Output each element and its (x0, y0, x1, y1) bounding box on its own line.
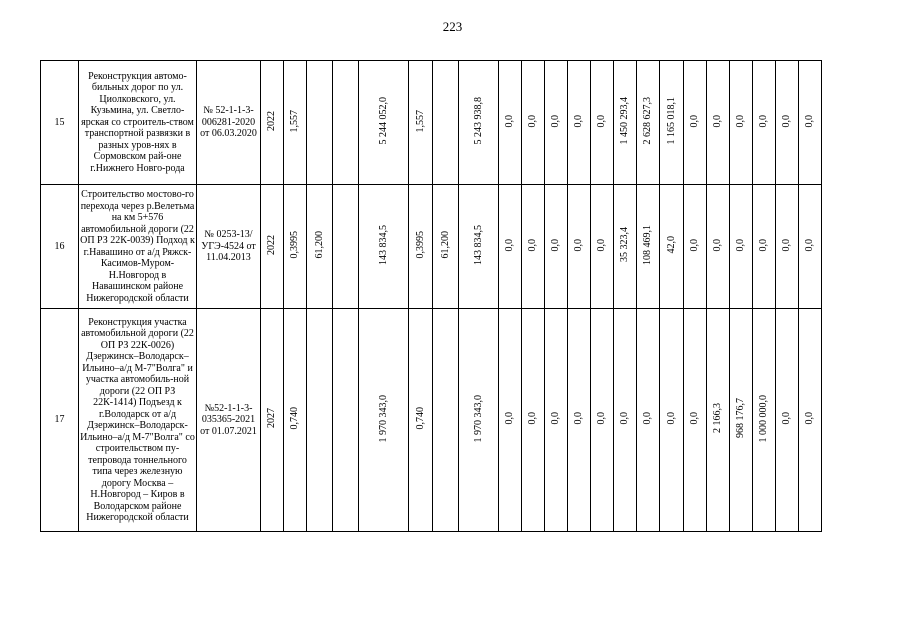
value-cell (660, 61, 684, 185)
cell-value: 0,0 (665, 412, 677, 425)
value-cell (591, 309, 614, 532)
cell-value: 0,0 (804, 412, 816, 425)
cell-value: 0,0 (550, 114, 562, 127)
value-cell (684, 309, 707, 532)
value-cell (459, 185, 499, 309)
cell-value: 0,3995 (289, 231, 301, 259)
data-table (40, 60, 822, 532)
value-cell (545, 185, 568, 309)
object-name: Строительство мостово-го перехода через р.Велетьма на км 5+576 автомобильной дороги (22 ОП РЗ 22К-0039) Подход к г.Навашино от а/д Ряжск-Касимов-Муром-Н.Новгород в Навашинском районе Нижегородской области (79, 185, 197, 309)
cell-value: 0,0 (550, 412, 562, 425)
value-cell (591, 61, 614, 185)
value-cell (433, 185, 459, 309)
value-cell (261, 309, 284, 532)
cell-value: 2 628 627,3 (642, 97, 654, 145)
cell-value: 0,0 (758, 114, 770, 127)
cell-value: 0,0 (781, 412, 793, 425)
cell-value: 0,0 (527, 114, 539, 127)
value-cell (637, 61, 660, 185)
row-number: 16 (41, 185, 79, 309)
value-cell (730, 61, 753, 185)
cell-value: 0,0 (573, 412, 585, 425)
value-cell (261, 61, 284, 185)
value-cell (660, 309, 684, 532)
value-cell (333, 185, 359, 309)
row-number: 17 (41, 309, 79, 532)
cell-value: 0,0 (596, 114, 608, 127)
value-cell (433, 309, 459, 532)
value-cell (753, 61, 776, 185)
cell-value: 5 244 052,0 (377, 97, 389, 145)
page-number: 223 (442, 19, 463, 34)
value-cell (459, 309, 499, 532)
cell-value: 2022 (266, 234, 278, 255)
value-cell (333, 309, 359, 532)
row-number: 15 (41, 61, 79, 185)
cell-value: 0,0 (804, 114, 816, 127)
cell-value: 1 970 343,0 (377, 394, 389, 442)
value-cell (499, 61, 522, 185)
value-cell (799, 185, 822, 309)
value-cell (684, 185, 707, 309)
value-cell (409, 61, 433, 185)
cell-value: 61,200 (439, 231, 451, 259)
value-cell (707, 185, 730, 309)
cell-value: 0,3995 (414, 231, 426, 259)
cell-value: 1 000 000,0 (758, 394, 770, 442)
cell-value: 0,740 (289, 407, 301, 430)
cell-value: 0,0 (619, 412, 631, 425)
value-cell (409, 309, 433, 532)
value-cell (545, 61, 568, 185)
cell-value: 1,557 (289, 109, 301, 132)
cell-value: 2 166,3 (712, 403, 724, 434)
value-cell (799, 61, 822, 185)
cell-value: 0,0 (596, 412, 608, 425)
cell-value: 0,0 (550, 238, 562, 251)
value-cell (730, 185, 753, 309)
value-cell (776, 61, 799, 185)
value-cell (307, 185, 333, 309)
cell-value: 35 323,4 (619, 227, 631, 263)
cell-value: 1,557 (414, 109, 426, 132)
object-name: Реконструкция автомо-бильных дорог по ул. Циолковского, ул. Кузьмина, ул. Светло-ярская со строитель-ством транспортной развязки в разных уров-нях в Сормовском рай-оне г.Нижнего Новго-рода (79, 61, 197, 185)
value-cell (284, 185, 307, 309)
cell-value: 0,0 (504, 238, 516, 251)
value-cell (637, 185, 660, 309)
cell-value: 2022 (266, 110, 278, 131)
cell-value: 0,0 (596, 238, 608, 251)
value-cell (614, 309, 637, 532)
cell-value: 1 450 293,4 (619, 97, 631, 145)
value-cell (684, 61, 707, 185)
value-cell (409, 185, 433, 309)
cell-value: 0,0 (527, 238, 539, 251)
value-cell (799, 309, 822, 532)
table-row (41, 61, 822, 185)
value-cell (568, 61, 591, 185)
value-cell (359, 309, 409, 532)
value-cell (707, 309, 730, 532)
value-cell (307, 309, 333, 532)
object-name: Реконструкция участка автомобильной дороги (22 ОП РЗ 22К-0026) Дзержинск–Володарск–Ильино–а/д М-7"Волга" и участка автомобиль-ной дороги (22 ОП РЗ 22К-1414) Подъезд к г.Володарск от а/д Дзержинск–Володарск-Ильино–а/д М-7"Волга" со строительством пу-тепровода тоннельного типа через железную дорогу Москва – Н.Новгород – Киров в Володарском районе Нижегородской области (79, 309, 197, 532)
cell-value: 5 243 938,8 (472, 97, 484, 145)
expertise-document: №52-1-1-3-035365-2021 от 01.07.2021 (197, 309, 261, 532)
value-cell (591, 185, 614, 309)
cell-value: 61,200 (313, 231, 325, 259)
value-cell (545, 309, 568, 532)
cell-value: 1 970 343,0 (472, 394, 484, 442)
cell-value: 143 834,5 (377, 224, 389, 265)
value-cell (707, 61, 730, 185)
value-cell (522, 185, 545, 309)
cell-value: 0,0 (573, 114, 585, 127)
cell-value: 0,0 (689, 412, 701, 425)
value-cell (359, 61, 409, 185)
value-cell (333, 61, 359, 185)
value-cell (568, 309, 591, 532)
cell-value: 0,0 (781, 114, 793, 127)
cell-value: 0,0 (642, 412, 654, 425)
value-cell (753, 185, 776, 309)
value-cell (637, 309, 660, 532)
expertise-document: № 52-1-1-3-006281-2020 от 06.03.2020 (197, 61, 261, 185)
cell-value: 0,0 (573, 238, 585, 251)
cell-value: 0,0 (804, 238, 816, 251)
table-row (41, 185, 822, 309)
value-cell (433, 61, 459, 185)
cell-value: 0,0 (504, 412, 516, 425)
cell-value: 968 176,7 (735, 398, 747, 439)
cell-value: 143 834,5 (472, 224, 484, 265)
value-cell (499, 185, 522, 309)
value-cell (614, 185, 637, 309)
value-cell (522, 309, 545, 532)
cell-value: 0,0 (758, 238, 770, 251)
cell-value: 0,740 (414, 407, 426, 430)
value-cell (730, 309, 753, 532)
value-cell (359, 185, 409, 309)
value-cell (284, 309, 307, 532)
value-cell (776, 185, 799, 309)
expertise-document: № 0253-13/УГЭ-4524 от 11.04.2013 (197, 185, 261, 309)
value-cell (753, 309, 776, 532)
value-cell (307, 61, 333, 185)
value-cell (499, 309, 522, 532)
table-row (41, 309, 822, 532)
cell-value: 0,0 (689, 114, 701, 127)
cell-value: 108 469,1 (642, 224, 654, 265)
cell-value: 0,0 (781, 238, 793, 251)
cell-value: 0,0 (735, 114, 747, 127)
cell-value: 0,0 (712, 238, 724, 251)
cell-value: 42,0 (665, 236, 677, 254)
value-cell (568, 185, 591, 309)
value-cell (284, 61, 307, 185)
value-cell (261, 185, 284, 309)
cell-value: 0,0 (689, 238, 701, 251)
value-cell (660, 185, 684, 309)
value-cell (614, 61, 637, 185)
value-cell (459, 61, 499, 185)
cell-value: 0,0 (527, 412, 539, 425)
value-cell (776, 309, 799, 532)
value-cell (522, 61, 545, 185)
cell-value: 0,0 (712, 114, 724, 127)
cell-value: 2027 (266, 408, 278, 429)
cell-value: 1 165 018,1 (665, 97, 677, 145)
cell-value: 0,0 (504, 114, 516, 127)
cell-value: 0,0 (735, 238, 747, 251)
